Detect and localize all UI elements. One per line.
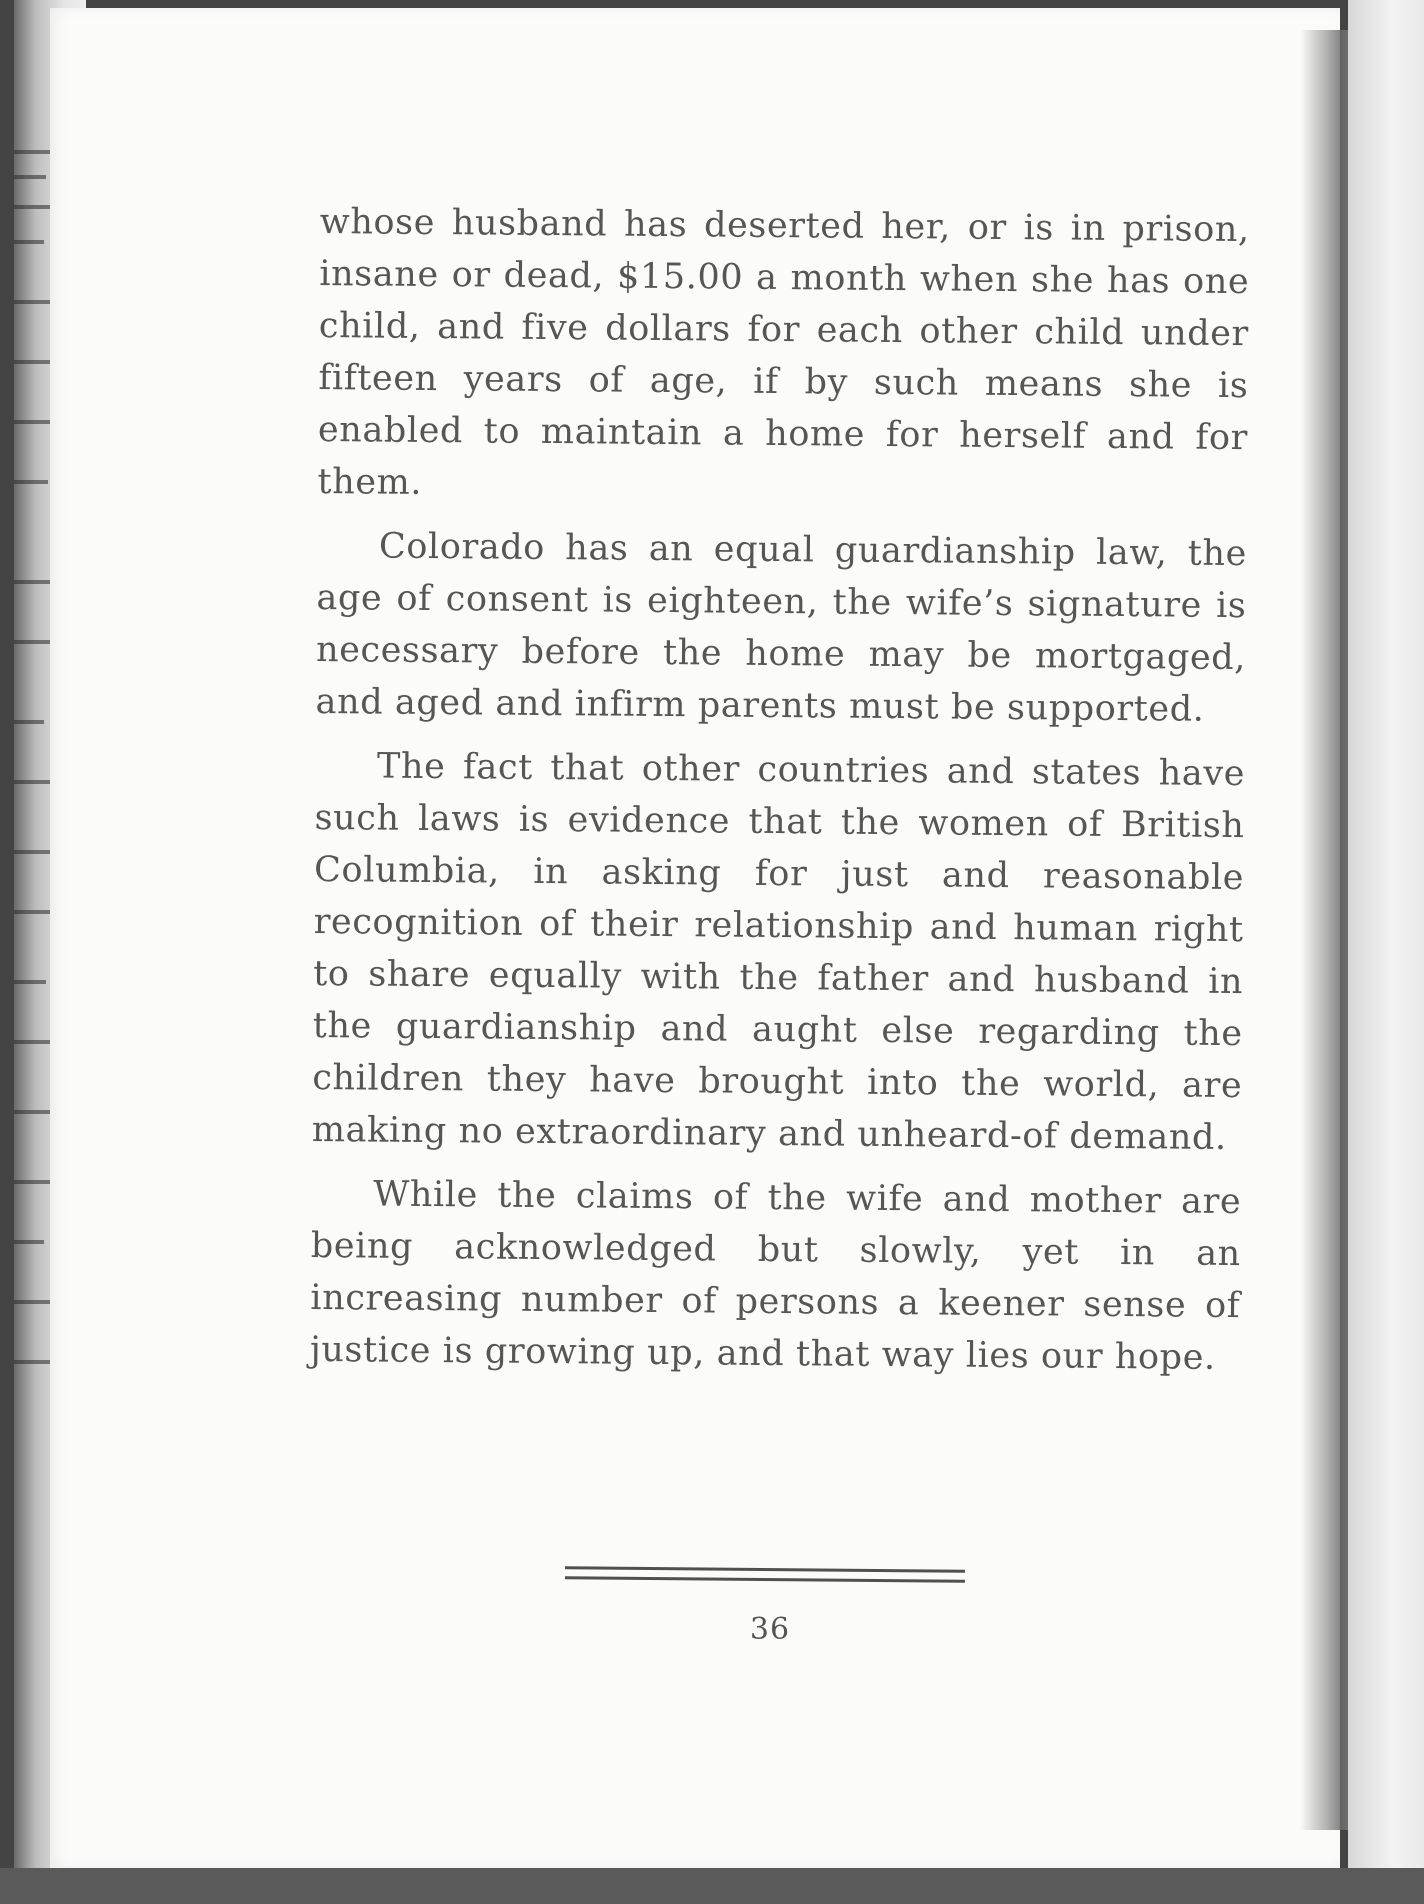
paragraph-continuation: whose husband has deserted her, or is in prison, insane or dead, $15.00 a month when she has one child, and five dollars for each other child under fifteen years of age, if by such means she is enabled to maintain a home for herself and for them. <box>317 201 1250 503</box>
page-number: 36 <box>749 1612 791 1647</box>
scan-bottom-border <box>0 1868 1424 1904</box>
binding-gutter <box>1300 30 1348 1830</box>
paragraph-colorado: Colorado has an equal guardianship law, the age of consent is eighteen, the wife’s signature is necessary before the home may be mortgaged, and aged and infirm parents must be supported. <box>315 526 1248 730</box>
body-text <box>310 196 1250 1396</box>
paragraph-conclusion: While the claims of the wife and mother are being acknowledged but slowly, yet in an increasing number of persons a keener sense of justice is growing up, and that way lies our hope. <box>309 1174 1242 1378</box>
facing-page-edge <box>1348 0 1424 1880</box>
paragraph-other-countries: The fact that other countries and states have such laws is evidence that the women of British Columbia, in asking for just and reasonable recognition of their relationship and human right to share equally with the father and husband in the guardianship and aught else regarding the children they have brought into the world, are making no extraordinary and unheard-of demand. <box>311 746 1246 1158</box>
